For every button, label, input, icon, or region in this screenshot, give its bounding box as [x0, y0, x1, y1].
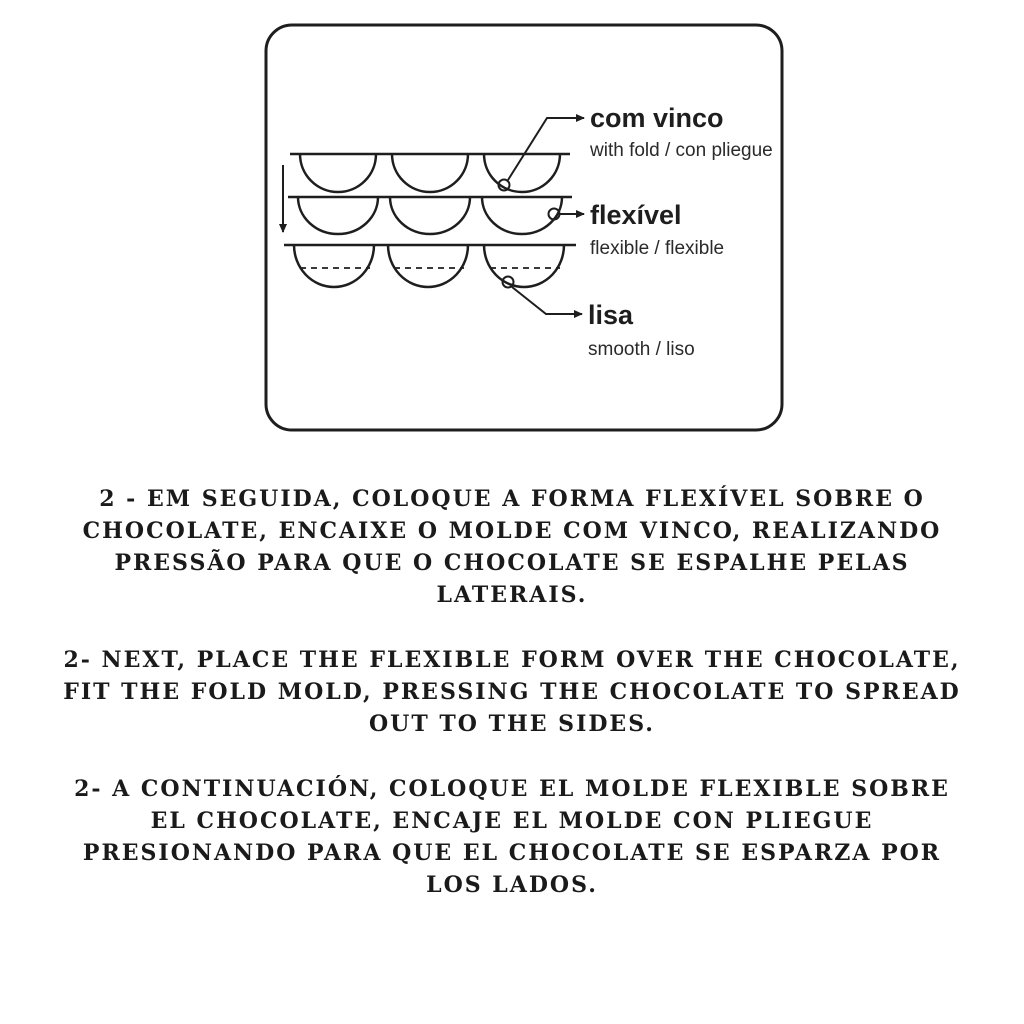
- label-flexible-subtitle: flexible / flexible: [590, 238, 725, 259]
- label-fold-title: com vinco: [590, 103, 724, 133]
- flexible-mold-cavity: [298, 197, 378, 234]
- instruction-portuguese: 2 - EM SEGUIDA, COLOQUE A FORMA FLEXÍVEL SOBRE O CHOCOLATE, ENCAIXE O MOLDE COM VINCO, REALIZANDO PRESSÃO PARA QUE O CHOCOLATE SE ESPALHE PELAS LATERAIS.: [82, 486, 942, 608]
- smooth-mold-cavity: [294, 245, 374, 287]
- fold-mold-cavity: [392, 154, 468, 192]
- smooth-mold-cavity: [388, 245, 468, 287]
- label-smooth-subtitle: smooth / liso: [588, 339, 695, 360]
- smooth-mold-layer: [284, 245, 576, 287]
- instruction-spanish: 2- A CONTINUACIÓN, COLOQUE EL MOLDE FLEXIBLE SOBRE EL CHOCOLATE, ENCAJE EL MOLDE CON PLIEGUE PRESIONANDO PARA QUE EL CHOCOLATE SE ESPARZA POR LOS LADOS.: [74, 776, 950, 898]
- mold-diagram: [0, 0, 1024, 450]
- flexible-mold-cavity: [482, 197, 562, 234]
- label-flexible-title: flexível: [590, 200, 682, 230]
- flexible-mold-cavity: [390, 197, 470, 234]
- fold-mold-layer: [290, 154, 570, 192]
- instruction-english: 2- NEXT, PLACE THE FLEXIBLE FORM OVER THE CHOCOLATE, FIT THE FOLD MOLD, PRESSING THE CHOCOLATE TO SPREAD OUT TO THE SIDES.: [63, 647, 961, 737]
- smooth-mold-cavity: [484, 245, 564, 287]
- fold-mold-cavity: [484, 154, 560, 192]
- flexible-mold-layer: [288, 197, 572, 234]
- label-smooth-title: lisa: [588, 300, 634, 330]
- diagram-frame: [266, 25, 782, 430]
- label-fold-subtitle: with fold / con pliegue: [590, 140, 773, 161]
- fold-mold-cavity: [300, 154, 376, 192]
